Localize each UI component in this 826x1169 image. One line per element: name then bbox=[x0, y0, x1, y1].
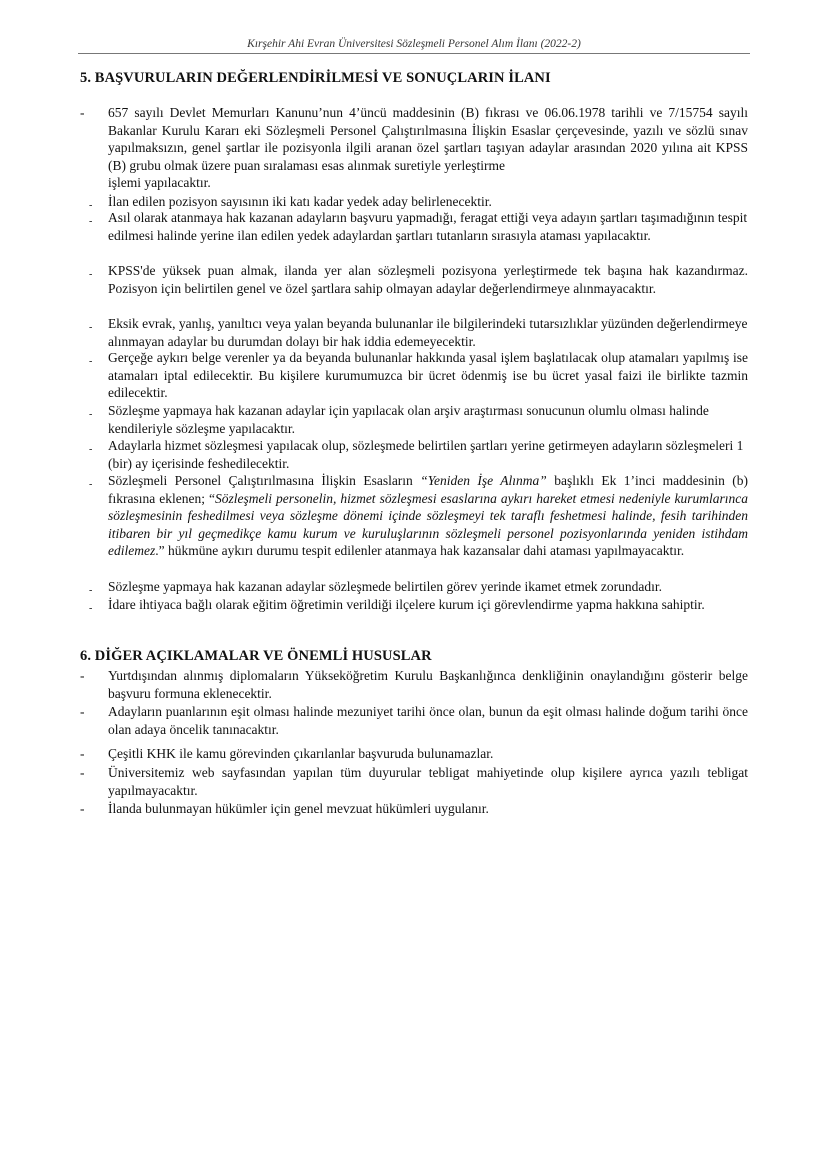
list-item-text: Adayların puanlarının eşit olması halinde mezuniyet tarihi önce olan, bunun da eşit olması halinde doğum tarihi önce olan adaya öncelik tanınacaktır. bbox=[108, 704, 748, 737]
list-dash: - bbox=[80, 801, 85, 816]
list-item bbox=[80, 764, 748, 799]
list-item-text: Çeşitli KHK ile kamu görevinden çıkarılanlar başvuruda bulunamazlar. bbox=[108, 746, 494, 761]
list-item-text: Eksik evrak, yanlış, yanıltıcı veya yalan beyanda bulunanlar ile bilgilerindeki tutarsızlıklar yüzünden değerlendirmeye alınmayan adaylar bu durumdan dolayı bir hak iddia edemeyecektir. bbox=[108, 316, 748, 349]
list-item bbox=[80, 578, 748, 596]
section-5-title: 5. BAŞVURULARIN DEĞERLENDİRİLMESİ VE SONUÇLARIN İLANI bbox=[80, 70, 551, 86]
list-item bbox=[80, 596, 748, 614]
list-dash: - bbox=[89, 356, 93, 367]
list-dash: - bbox=[89, 200, 93, 211]
list-item-italic: “Yeniden İşe Alınma” bbox=[420, 473, 547, 488]
list-item-text: Adaylarla hizmet sözleşmesi yapılacak olup, sözleşmede belirtilen şartları yerine getirmeyen adayların sözleşmeleri 1 (bir) ay içerisinde feshedilecektir. bbox=[108, 438, 744, 471]
list-dash: - bbox=[80, 746, 85, 761]
list-item-text: Yurtdışından alınmış diplomaların Yükseköğretim Kurulu Başkanlığınca denkliğinin onaylandığını gösterir belge başvuru formuna eklenecektir. bbox=[108, 668, 748, 701]
list-item bbox=[80, 262, 748, 297]
list-item-text: KPSS'de yüksek puan almak, ilanda yer alan sözleşmeli pozisyona yerleştirmede tek başına hak kazandırmaz. Pozisyon için belirtilen genel ve özel şartlara sahip olmayan adaylar değerlendirmeye alınmayacaktır. bbox=[108, 263, 748, 296]
section-6-title: 6. DİĞER AÇIKLAMALAR VE ÖNEMLİ HUSUSLAR bbox=[80, 648, 432, 664]
list-dash: - bbox=[89, 269, 93, 280]
list-item-text-part: .” hükmüne aykırı durumu tespit edilenler atanmaya hak kazansalar dahi ataması yapılmayacaktır. bbox=[155, 543, 685, 559]
list-item-text: Sözleşme yapmaya hak kazanan adaylar sözleşmede belirtilen görev yerinde ikamet etmek zorundadır. bbox=[108, 579, 663, 594]
list-item-text-continuation: işlemi yapılacaktır. bbox=[108, 175, 211, 191]
list-item-italic: Sözleşmeli personelin, hizmet sözleşmesi esaslarına aykırı hareket etmesi nedeniyle kurumlarınca sözleşmesinin feshedilmesi veya sözleşme dönemi içinde sözleşmeyi tek taraflı feshetmesi halinde, fesih tarihinden itibaren bir yıl geçmedikçe kamu kurum ve kuruluşlarının sözleşmeli personel pozisyonlarında yeniden istihdam edilemez bbox=[108, 490, 748, 559]
list-item bbox=[80, 402, 748, 437]
list-item bbox=[80, 193, 748, 211]
list-dash: - bbox=[89, 479, 93, 490]
list-item bbox=[80, 800, 748, 818]
list-item-text: İlan edilen pozisyon sayısının iki katı kadar yedek aday belirlenecektir. bbox=[108, 194, 492, 209]
list-dash: - bbox=[80, 668, 85, 683]
list-item bbox=[80, 745, 748, 763]
list-item-text bbox=[108, 472, 748, 560]
list-item-text: 657 sayılı Devlet Memurları Kanunu’nun 4’üncü maddesinin (B) fıkrası ve 06.06.1978 tarihli ve 7/15754 sayılı Bakanlar Kurulu Kararı eki Sözleşmeli Personel Çalıştırılmasına İlişkin Esaslar çerçevesinde, yazılı ve sözlü sınav yapılmaksızın, genel şartlar ile pozisyonla ilgili aranan özel şartları taşıyan adaylar arasından 2020 yılına ait KPSS (B) grubu olmak üzere puan sıralaması esas alınmak suretiyle yerleştirme bbox=[108, 105, 748, 173]
list-dash: - bbox=[89, 216, 93, 227]
list-item bbox=[80, 104, 748, 192]
list-item bbox=[80, 472, 748, 560]
list-item bbox=[80, 437, 748, 472]
list-dash: - bbox=[80, 105, 85, 120]
list-dash: - bbox=[89, 409, 93, 420]
list-item-text: İdare ihtiyaca bağlı olarak eğitim öğretimin verildiği ilçelere kurum içi görevlendirme yapma hakkına sahiptir. bbox=[108, 597, 705, 612]
list-dash: - bbox=[89, 603, 93, 614]
list-item bbox=[80, 349, 748, 402]
list-dash: - bbox=[89, 444, 93, 455]
list-item-text: Sözleşme yapmaya hak kazanan adaylar için yapılacak olan arşiv araştırması sonucunun olumlu olması halinde kendileriyle sözleşme yapılacaktır. bbox=[108, 403, 709, 436]
list-item-text-part: başlıklı Ek 1’inci maddesinin (b) fıkrasına eklenen; “ bbox=[108, 473, 749, 506]
list-dash: - bbox=[80, 765, 85, 780]
header-divider bbox=[78, 53, 750, 54]
list-dash: - bbox=[89, 585, 93, 596]
list-dash: - bbox=[80, 704, 85, 719]
list-item-text-part: Sözleşmeli Personel Çalıştırılmasına İlişkin Esasların bbox=[108, 473, 421, 488]
list-item bbox=[80, 667, 748, 702]
list-dash: - bbox=[89, 322, 93, 333]
page-header: Kırşehir Ahi Evran Üniversitesi Sözleşmeli Personel Alım İlanı (2022-2) bbox=[247, 38, 581, 50]
list-item-text: Gerçeğe aykırı belge verenler ya da beyanda bulunanlar hakkında yasal işlem başlatılacak olup atamaları yapılmış ise atamaları iptal edilecektir. Bu kişilere kurumumuzca bir ücret ödenmiş ise bu ücret yasal faizi ile birlikte tazmin edilecektir. bbox=[108, 350, 748, 401]
list-item-text: Asıl olarak atanmaya hak kazanan adayların başvuru yapmadığı, feragat ettiği veya adayın şartları taşımadığının tespit edilmesi halinde yerine ilan edilen yedek adaylardan şartları tutanların sırasıyla ataması yapılacaktır. bbox=[108, 210, 748, 243]
list-item bbox=[80, 209, 748, 244]
list-item-text: İlanda bulunmayan hükümler için genel mevzuat hükümleri uygulanır. bbox=[108, 801, 489, 816]
list-item bbox=[80, 703, 748, 738]
list-item bbox=[80, 315, 748, 350]
list-item-text: Üniversitemiz web sayfasından yapılan tüm duyurular tebligat mahiyetinde olup kişilere ayrıca yazılı tebligat yapılmayacaktır. bbox=[108, 765, 748, 798]
